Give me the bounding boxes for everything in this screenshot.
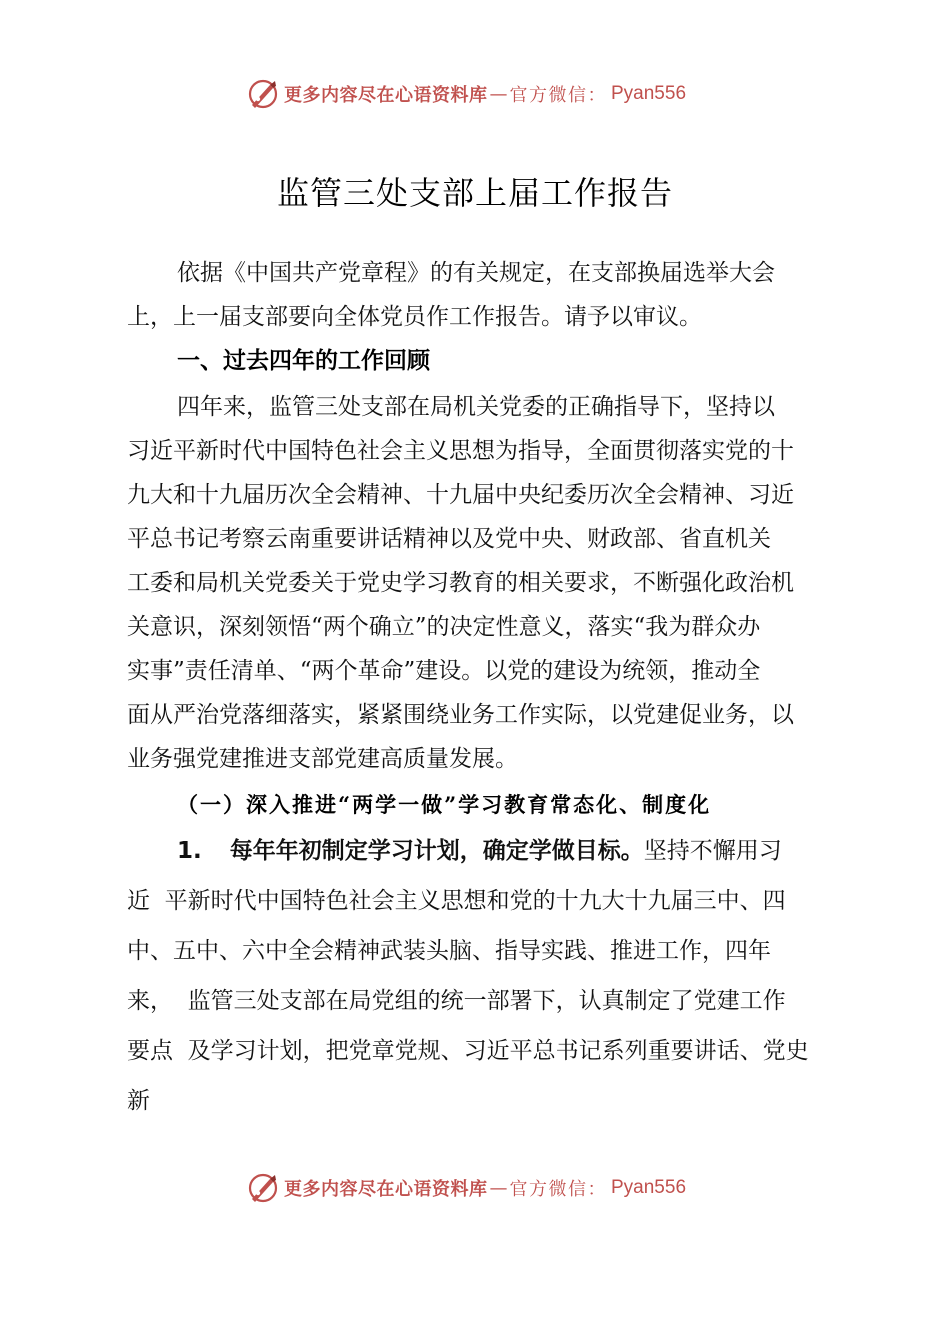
banner-wechat-id: Pyan556 — [611, 1177, 687, 1198]
banner-promo-text: 更多内容尽在心语资料库 — [284, 85, 488, 106]
pen-logo-icon — [246, 77, 280, 111]
banner-dash: — — [489, 1177, 508, 1199]
body-line: 面从严治党落细落实，紧紧围绕业务工作实际，以党建促业务，以 — [127, 702, 794, 728]
intro-line: 上，上一届支部要向全体党员作工作报告。请予以审议。 — [127, 304, 702, 330]
item-line-rest: 坚持不懈用习 — [643, 838, 782, 864]
body-line: 关意识，深刻领悟“两个确立”的决定性意义，落实“我为群众办 — [127, 614, 761, 640]
section-heading: 一、过去四年的工作回顾 — [177, 348, 430, 374]
item-line: 新 — [127, 1088, 150, 1114]
body-line: 工委和局机关党委关于党史学习教育的相关要求，不断强化政治机 — [127, 570, 794, 596]
header-banner — [246, 76, 746, 112]
pen-logo-icon — [246, 1171, 280, 1205]
item-line: 中、五中、六中全会精神武装头脑、指导实践、推进工作，四年 — [127, 938, 771, 964]
body-line: 业务强党建推进支部党建高质量发展。 — [127, 746, 518, 772]
item-line: 近 平新时代中国特色社会主义思想和党的十九大十九届三中、四 — [127, 888, 786, 914]
section-body-paragraph — [127, 385, 827, 781]
item-line: 来， 监管三处支部在局党组的统一部署下，认真制定了党建工作 — [127, 988, 786, 1014]
item-paragraph — [127, 826, 857, 1126]
banner-promo-text: 更多内容尽在心语资料库 — [284, 1179, 488, 1200]
body-line: 平总书记考察云南重要讲话精神以及党中央、财政部、省直机关 — [127, 526, 771, 552]
item-line: 要点 及学习计划，把党章党规、习近平总书记系列重要讲话、党史 — [127, 1038, 809, 1064]
page-title: 监管三处支部上届工作报告 — [276, 174, 673, 212]
item-first-line — [127, 826, 857, 876]
intro-line: 依据《中国共产党章程》的有关规定，在支部换届选举大会 — [177, 260, 775, 286]
subsection-heading: （一）深入推进“两学一做”学习教育常态化、制度化 — [177, 792, 712, 817]
item-lead-text: 每年年初制定学习计划，确定学做目标。 — [229, 838, 644, 864]
intro-paragraph — [127, 251, 827, 339]
body-line: 四年来，监管三处支部在局机关党委的正确指导下，坚持以 — [177, 394, 775, 420]
banner-dash: — — [489, 83, 508, 105]
body-line: 习近平新时代中国特色社会主义思想为指导，全面贯彻落实党的十 — [127, 438, 794, 464]
banner-wechat-label: 官方微信： — [509, 1179, 607, 1200]
banner-wechat-id: Pyan556 — [611, 83, 687, 104]
banner-wechat-label: 官方微信： — [509, 85, 607, 106]
body-line: 实事”责任清单、“两个革命”建设。以党的建设为统领，推动全 — [127, 658, 761, 684]
footer-banner — [246, 1170, 746, 1206]
item-number: 1. — [177, 838, 202, 864]
body-line: 九大和十九届历次全会精神、十九届中央纪委历次全会精神、习近 — [127, 482, 794, 508]
